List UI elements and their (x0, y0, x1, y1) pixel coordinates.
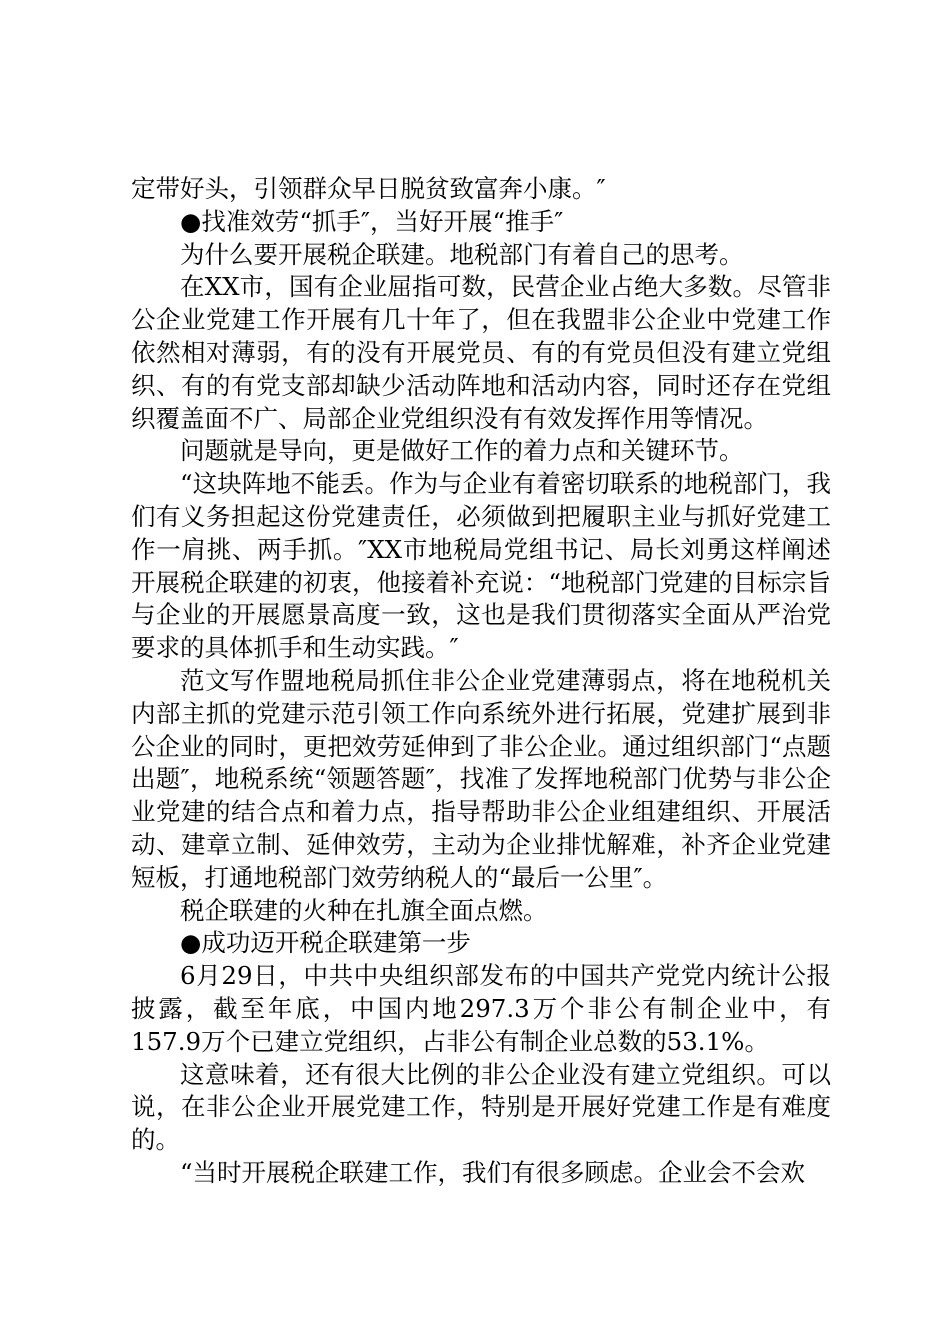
document-body (131, 173, 831, 1190)
paragraph: 范文写作盟地税局抓住非公企业党建薄弱点，将在地税机关内部主抓的党建示范引领工作向系统外进行拓展，党建扩展到非公企业的同时，更把效劳延伸到了非公企业。通过组织部门“点题出题″，地税系统“领题答题″，找准了发挥地税部门优势与非公企业党建的结合点和着力点，指导帮助非公企业组建组织、开展活动、建章立制、延伸效劳，主动为企业排忧解难，补齐企业党建短板，打通地税部门效劳纳税人的“最后一公里″。 (131, 665, 831, 892)
section-heading-first-step: ●成功迈开税企联建第一步 (180, 928, 471, 958)
paragraph: 在XX市，国有企业屈指可数，民营企业占绝大多数。尽管非公企业党建工作开展有几十年了，但在我盟非公企业中党建工作依然相对薄弱，有的没有开展党员、有的有党员但没有建立党组织、有的有党支部却缺少活动阵地和活动内容，同时还存在党组织覆盖面不广、局部企业党组织没有有效发挥作用等情况。 (131, 272, 831, 433)
paragraph: 问题就是导向，更是做好工作的着力点和关键环节。 (180, 436, 744, 466)
paragraph: 税企联建的火种在扎旗全面点燃。 (180, 895, 548, 925)
paragraph-statistics: 6月29日，中共中央组织部发布的中国共产党党内统计公报披露，截至年底，中国内地297.3万个非公有制企业中，有157.9万个已建立党组织，占非公有制企业总数的53.1%。 (131, 961, 831, 1056)
paragraph-quote: “当时开展税企联建工作，我们有很多顾虑。企业会不会欢 (180, 1157, 806, 1187)
paragraph-quote: “这块阵地不能丢。作为与企业有着密切联系的地税部门，我们有义务担起这份党建责任，必须做到把履职主业与抓好党建工作一肩挑、两手抓。″XX市地税局党组书记、局长刘勇这样阐述开展税企联建的初衷，他接着补充说：“地税部门党建的目标宗旨与企业的开展愿景高度一致，这也是我们贯彻落实全面从严治党要求的具体抓手和生动实践。″ (131, 469, 831, 663)
paragraph-continuation: 定带好头，引领群众早日脱贫致富奔小康。″ (131, 174, 606, 203)
paragraph: 为什么要开展税企联建。地税部门有着自己的思考。 (180, 239, 744, 269)
section-heading-find-service-handle: ●找准效劳“抓手″，当好开展“推手″ (180, 206, 564, 236)
paragraph: 这意味着，还有很大比例的非公企业没有建立党组织。可以说，在非公企业开展党建工作，特别是开展好党建工作是有难度的。 (131, 1059, 831, 1155)
